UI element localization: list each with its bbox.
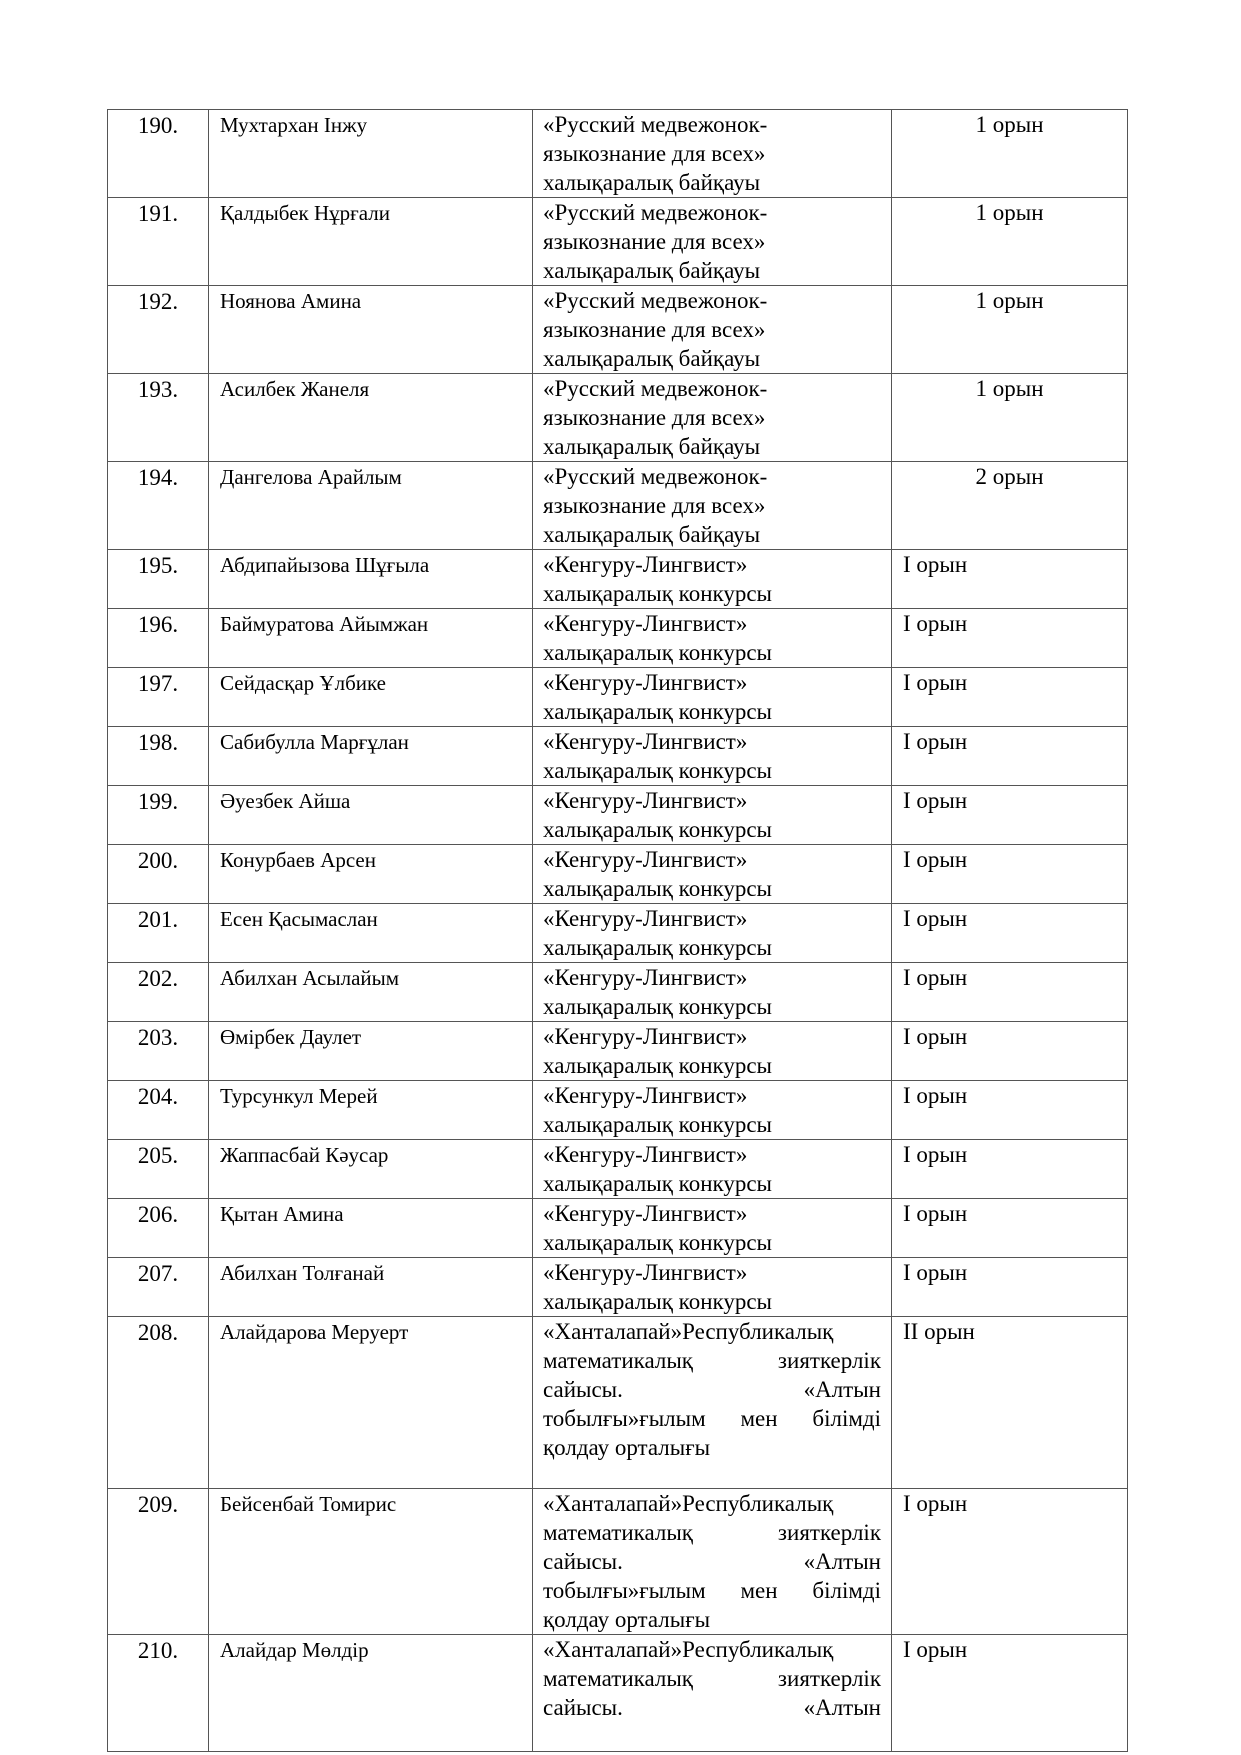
participant-name: Сейдасқар Ұлбике (209, 668, 533, 727)
row-number: 195. (108, 550, 209, 609)
place-awarded: 1 орын (892, 286, 1128, 374)
participant-name: Мухтархан Інжу (209, 110, 533, 198)
row-number: 192. (108, 286, 209, 374)
place-awarded: I орын (892, 1489, 1128, 1635)
place-awarded: I орын (892, 963, 1128, 1022)
participant-name: Жаппасбай Кәусар (209, 1140, 533, 1199)
participant-name: Абдипайызова Шұғыла (209, 550, 533, 609)
competition-name-line: халықаралық конкурсы (543, 994, 773, 1019)
row-number: 209. (108, 1489, 209, 1635)
row-number: 200. (108, 845, 209, 904)
competition-name-line: қолдау орталығы (543, 1435, 711, 1460)
competition-name-line: тобылғы»ғылым мен білімді (543, 1578, 881, 1603)
participant-name: Өмірбек Даулет (209, 1022, 533, 1081)
row-number: 198. (108, 727, 209, 786)
results-table (107, 109, 1128, 1752)
table-row (108, 1258, 1128, 1317)
place-awarded: 1 орын (892, 374, 1128, 462)
competition-name-line: «Ханталапай»Республикалық (543, 1637, 834, 1662)
competition-name-line: халықаралық конкурсы (543, 1053, 773, 1078)
competition-name (533, 668, 892, 727)
row-number: 190. (108, 110, 209, 198)
table-row (108, 1081, 1128, 1140)
competition-name-line: «Кенгуру-Лингвист» (543, 906, 748, 931)
place-awarded: I орын (892, 1635, 1128, 1752)
competition-name (533, 786, 892, 845)
competition-name-line: языкознание для всех» (543, 317, 766, 342)
table-row (108, 1317, 1128, 1489)
competition-name-line: сайысы. «Алтын (543, 1377, 881, 1402)
row-number: 204. (108, 1081, 209, 1140)
place-awarded: 2 орын (892, 462, 1128, 550)
place-awarded: I орын (892, 1258, 1128, 1317)
competition-name-line: математикалық зияткерлік (543, 1520, 881, 1545)
participant-name: Баймуратова Айымжан (209, 609, 533, 668)
competition-name (533, 727, 892, 786)
competition-name-line: халықаралық конкурсы (543, 699, 773, 724)
row-number: 199. (108, 786, 209, 845)
participant-name: Асилбек Жанеля (209, 374, 533, 462)
table-row (108, 963, 1128, 1022)
row-number: 207. (108, 1258, 209, 1317)
place-awarded: I орын (892, 1081, 1128, 1140)
competition-name-line: «Русский медвежонок- (543, 464, 768, 489)
competition-name (533, 845, 892, 904)
participant-name: Алайдарова Меруерт (209, 1317, 533, 1489)
competition-name (533, 1258, 892, 1317)
table-row (108, 1022, 1128, 1081)
competition-name-line: «Русский медвежонок- (543, 376, 768, 401)
competition-name-line: халықаралық байқауы (543, 346, 761, 371)
table-row (108, 727, 1128, 786)
row-number: 205. (108, 1140, 209, 1199)
competition-name-line: математикалық зияткерлік (543, 1348, 881, 1373)
competition-name (533, 1081, 892, 1140)
competition-name (533, 1635, 892, 1752)
competition-name-line: «Кенгуру-Лингвист» (543, 847, 748, 872)
competition-name (533, 1022, 892, 1081)
table-row (108, 198, 1128, 286)
competition-name-line: «Русский медвежонок- (543, 200, 768, 225)
competition-name-line: «Кенгуру-Лингвист» (543, 552, 748, 577)
competition-name-line: сайысы. «Алтын (543, 1549, 881, 1574)
competition-name-line: халықаралық конкурсы (543, 758, 773, 783)
competition-name-line: «Кенгуру-Лингвист» (543, 788, 748, 813)
place-awarded: 1 орын (892, 198, 1128, 286)
participant-name: Сабибулла Марғұлан (209, 727, 533, 786)
row-number: 210. (108, 1635, 209, 1752)
row-number: 208. (108, 1317, 209, 1489)
participant-name: Есен Қасымаслан (209, 904, 533, 963)
place-awarded: I орын (892, 1140, 1128, 1199)
table-row (108, 1489, 1128, 1635)
competition-name (533, 286, 892, 374)
competition-name (533, 609, 892, 668)
table-row (108, 786, 1128, 845)
competition-name (533, 1140, 892, 1199)
competition-name-line: тобылғы»ғылым мен білімді (543, 1406, 881, 1431)
row-number: 193. (108, 374, 209, 462)
table-row (108, 904, 1128, 963)
competition-name-line: «Кенгуру-Лингвист» (543, 729, 748, 754)
place-awarded: I орын (892, 550, 1128, 609)
competition-name-line: «Ханталапай»Республикалық (543, 1319, 834, 1344)
participant-name: Қалдыбек Нұрғали (209, 198, 533, 286)
place-awarded: II орын (892, 1317, 1128, 1489)
place-awarded: I орын (892, 1199, 1128, 1258)
competition-name-line: «Русский медвежонок- (543, 288, 768, 313)
table-row (108, 845, 1128, 904)
competition-name-line: языкознание для всех» (543, 405, 766, 430)
table-row (108, 1635, 1128, 1752)
participant-name: Алайдар Мөлдір (209, 1635, 533, 1752)
participant-name: Қытан Амина (209, 1199, 533, 1258)
competition-name-line: «Ханталапай»Республикалық (543, 1491, 834, 1516)
competition-name (533, 904, 892, 963)
table-row (108, 550, 1128, 609)
competition-name-line: халықаралық байқауы (543, 170, 761, 195)
competition-name (533, 198, 892, 286)
participant-name: Конурбаев Арсен (209, 845, 533, 904)
competition-name (533, 462, 892, 550)
competition-name (533, 110, 892, 198)
table-row (108, 286, 1128, 374)
competition-name-line: халықаралық конкурсы (543, 640, 773, 665)
competition-name-line: языкознание для всех» (543, 229, 766, 254)
competition-name-line: языкознание для всех» (543, 493, 766, 518)
place-awarded: 1 орын (892, 110, 1128, 198)
competition-name-line: «Кенгуру-Лингвист» (543, 1201, 748, 1226)
competition-name-line: «Кенгуру-Лингвист» (543, 611, 748, 636)
competition-name-line: математикалық зияткерлік (543, 1666, 881, 1691)
competition-name-line: «Кенгуру-Лингвист» (543, 1260, 748, 1285)
competition-name (533, 1317, 892, 1489)
place-awarded: I орын (892, 609, 1128, 668)
row-number: 203. (108, 1022, 209, 1081)
competition-name-line: сайысы. «Алтын (543, 1695, 881, 1720)
row-number: 194. (108, 462, 209, 550)
participant-name: Ноянова Амина (209, 286, 533, 374)
table-row (108, 668, 1128, 727)
competition-name-line: халықаралық конкурсы (543, 1230, 773, 1255)
competition-name (533, 963, 892, 1022)
row-number: 191. (108, 198, 209, 286)
row-number: 206. (108, 1199, 209, 1258)
competition-name-line: халықаралық конкурсы (543, 817, 773, 842)
table-row (108, 609, 1128, 668)
competition-name (533, 550, 892, 609)
competition-name (533, 1489, 892, 1635)
table-row (108, 374, 1128, 462)
competition-name-line: «Кенгуру-Лингвист» (543, 1083, 748, 1108)
place-awarded: I орын (892, 904, 1128, 963)
participant-name: Бейсенбай Томирис (209, 1489, 533, 1635)
row-number: 202. (108, 963, 209, 1022)
competition-name-line: халықаралық байқауы (543, 258, 761, 283)
table-row (108, 1140, 1128, 1199)
competition-name-line: халықаралық байқауы (543, 434, 761, 459)
row-number: 196. (108, 609, 209, 668)
place-awarded: I орын (892, 845, 1128, 904)
competition-name-line: «Кенгуру-Лингвист» (543, 1142, 748, 1167)
results-table-body (108, 110, 1128, 1752)
competition-name-line: халықаралық конкурсы (543, 1112, 773, 1137)
participant-name: Дангелова Арайлым (209, 462, 533, 550)
place-awarded: I орын (892, 668, 1128, 727)
competition-name (533, 374, 892, 462)
row-number: 197. (108, 668, 209, 727)
participant-name: Абилхан Асылайым (209, 963, 533, 1022)
table-row (108, 110, 1128, 198)
competition-name (533, 1199, 892, 1258)
competition-name-line: қолдау орталығы (543, 1607, 711, 1632)
participant-name: Абилхан Толғанай (209, 1258, 533, 1317)
competition-name-line: «Кенгуру-Лингвист» (543, 1024, 748, 1049)
competition-name-line: халықаралық конкурсы (543, 1289, 773, 1314)
participant-name: Әуезбек Айша (209, 786, 533, 845)
competition-name-line: языкознание для всех» (543, 141, 766, 166)
competition-name-line: халықаралық конкурсы (543, 935, 773, 960)
competition-name-line: «Русский медвежонок- (543, 112, 768, 137)
place-awarded: I орын (892, 786, 1128, 845)
table-row (108, 462, 1128, 550)
participant-name: Турсункул Мерей (209, 1081, 533, 1140)
competition-name-line: «Кенгуру-Лингвист» (543, 965, 748, 990)
competition-name-line: халықаралық конкурсы (543, 1171, 773, 1196)
row-number: 201. (108, 904, 209, 963)
table-row (108, 1199, 1128, 1258)
competition-name-line: халықаралық байқауы (543, 522, 761, 547)
competition-name-line: «Кенгуру-Лингвист» (543, 670, 748, 695)
place-awarded: I орын (892, 1022, 1128, 1081)
competition-name-line: халықаралық конкурсы (543, 581, 773, 606)
place-awarded: I орын (892, 727, 1128, 786)
competition-name-line: халықаралық конкурсы (543, 876, 773, 901)
